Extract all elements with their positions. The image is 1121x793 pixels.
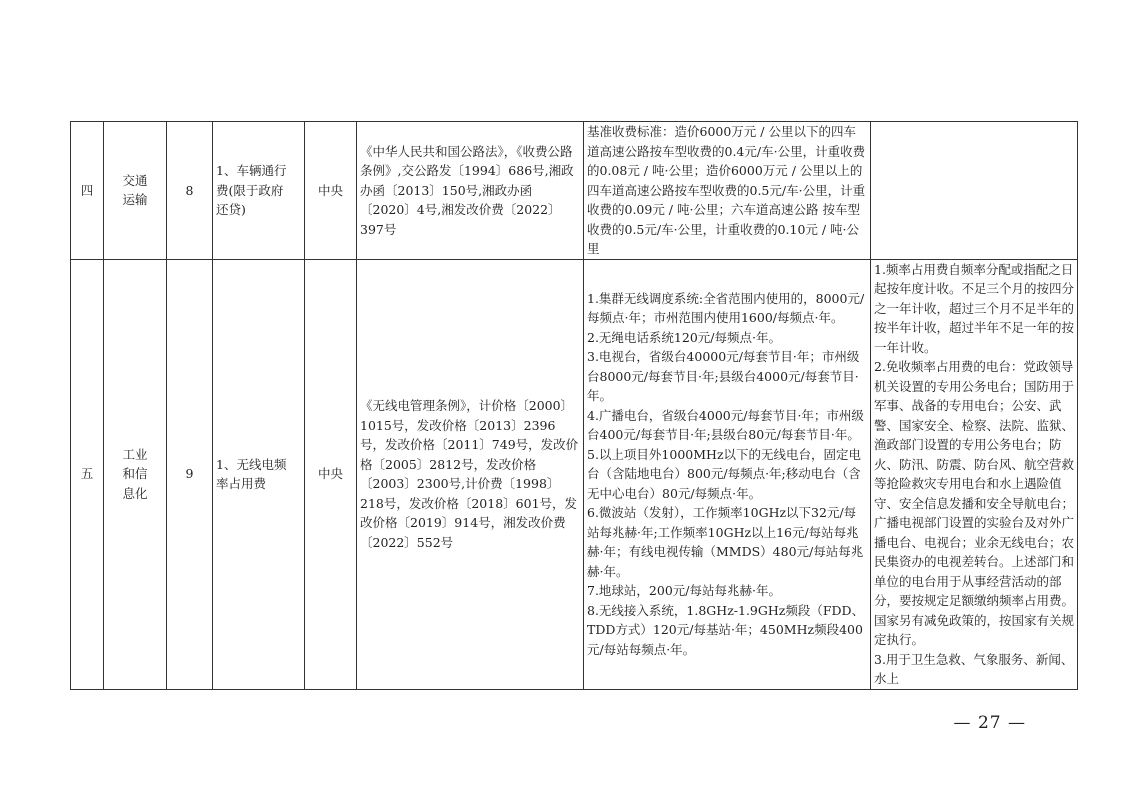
fee-table xyxy=(70,121,1078,690)
row-level: 中央 xyxy=(305,259,357,689)
row-level: 中央 xyxy=(305,122,357,260)
row-basis: 《中华人民共和国公路法》，《收费公路条例》,交公路发〔1994〕686号,湘政办函〔2013〕150号,湘政办函〔2020〕4号,湘发改价费〔2022〕397号 xyxy=(357,122,584,260)
row-basis: 《无线电管理条例》，计价格〔2000〕1015号，发改价格〔2013〕2396号，发改价格〔2011〕749号，发改价格〔2005〕2812号，发改价格〔2003〕2300号,计价费〔1998〕218号，发改价格〔2018〕601号，发改价格〔2019〕914号，湘发改价费〔2022〕552号 xyxy=(357,259,584,689)
row-item: 1、车辆通行 费(限于政府 还贷) xyxy=(213,122,305,260)
row-index: 五 xyxy=(71,259,104,689)
table-row xyxy=(71,122,1078,260)
page-number: — 27 — xyxy=(953,713,1026,733)
row-notes: 1.频率占用费自频率分配或指配之日起按年度计收。不足三个月的按四分之一年计收，超过三个月不足半年的按半年计收，超过半年不足一年的按一年计收。 2.免收频率占用费的电台：党政领导机关设置的专用公务电台；国防用于军事、战备的专用电台；公安、武警、国家安全、检察、法院、监狱、渔政部门设置的专用公务电台；防火、防汛、防震、防台风、航空营救等抢险救灾专用电台和水上遇险值守、安全信息发播和安全导航电台；广播电视部门设置的实验台及对外广播电台、电视台；业余无线电台；农民集资办的电视差转台。上述部门和单位的电台用于从事经营活动的部分，要按规定足额缴纳频率占用费。国家另有减免政策的，按国家有关规定执行。 3.用于卫生急救、气象服务、新闻、水上 xyxy=(871,259,1078,689)
row-standard: 基准收费标准：造价6000万元 / 公里以下的四车道高速公路按车型收费的0.4元/车·公里，计重收费的0.08元 / 吨·公里；造价6000万元 / 公里以上的四车道高速公路按车型收费的0.5元/车·公里，计重收费的0.09元 / 吨·公里；六车道高速公路 按车型收费的0.5元/车·公里，计重收费的0.10元 / 吨·公里 xyxy=(584,122,871,260)
row-notes xyxy=(871,122,1078,260)
row-index: 四 xyxy=(71,122,104,260)
row-number: 8 xyxy=(167,122,213,260)
row-category: 工业 和信 息化 xyxy=(104,259,167,689)
row-category: 交通 运输 xyxy=(104,122,167,260)
table-row xyxy=(71,259,1078,689)
row-item: 1、无线电频 率占用费 xyxy=(213,259,305,689)
row-standard: 1.集群无线调度系统:全省范围内使用的，8000元/每频点·年；市州范围内使用1600/每频点·年。 2.无绳电话系统120元/每频点·年。 3.电视台，省级台40000元/每套节目·年；市州级台8000元/每套节目·年;县级台4000元/每套节目·年。 4.广播电台，省级台4000元/每套节目·年；市州级台400元/每套节目·年;县级台80元/每套节目·年。 5.以上项目外1000MHz以下的无线电台，固定电台（含陆地电台）800元/每频点·年;移动电台（含无中心电台）80元/每频点·年。 6.微波站（发射），工作频率10GHz以下32元/每站每兆赫·年;工作频率10GHz以上16元/每站每兆赫·年；有线电视传输（MMDS）480元/每站每兆赫·年。 7.地球站，200元/每站每兆赫·年。 8.无线接入系统，1.8GHz-1.9GHz频段（FDD、TDD方式）120元/每基站·年；450MHz频段400元/每站每频点·年。 xyxy=(584,259,871,689)
row-number: 9 xyxy=(167,259,213,689)
